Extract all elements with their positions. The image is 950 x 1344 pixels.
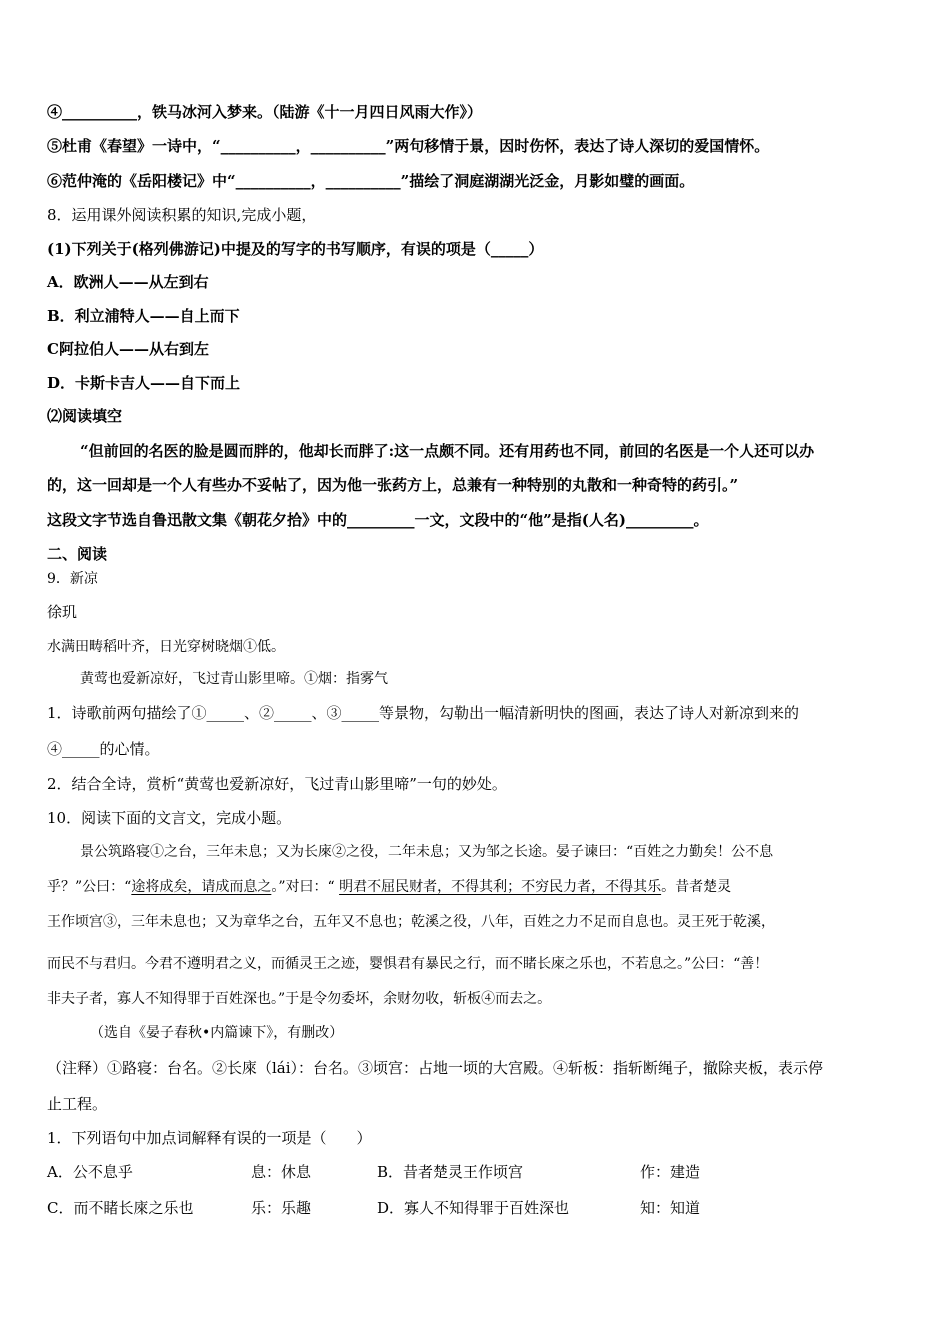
option-a: A．欧洲人——从左到右 — [47, 273, 209, 291]
question-10-heading: 10．阅读下面的文言文，完成小题。 — [47, 809, 292, 827]
question-10-1-stem: 1．下列语句中加点词解释有误的一项是（ ） — [47, 1129, 372, 1147]
text-segment: 。昔者楚灵 — [661, 879, 732, 895]
passage-line-1: “但前回的名医的脸是圆而胖的，他却长而胖了:这一点颇不同。还有用药也不同，前回的名医是一个人还可以办 — [80, 442, 815, 460]
underlined-quote-2: 明君不屈民财者，不得其利；不穷民力者，不得其乐 — [339, 879, 662, 895]
text-segment: 。”对曰：“ — [271, 879, 340, 895]
poem-question-2: 2．结合全诗，赏析“黄莺也爱新凉好，飞过青山影里啼”一句的妙处。 — [47, 775, 507, 793]
question-8-heading: 8．运用课外阅读积累的知识,完成小题， — [47, 206, 317, 224]
blank-line-6: ⑥范仲淹的《岳阳楼记》中“__________，__________”描绘了洞庭湖湖光泛金，月影如璧的画面。 — [47, 172, 695, 190]
choice-a-note: 息：休息 — [251, 1163, 312, 1181]
annotation-line-2: 止工程。 — [47, 1095, 108, 1113]
fill-in-question: 这段文字节选自鲁迅散文集《朝花夕拾》中的_________一文，文段中的“他”是指(人名)_________。 — [47, 511, 709, 529]
annotation-line-1: （注释）①路寝：台名。②长庲（lái）：台名。③顷宫：占地一顷的大宫殿。④斩板：指斩断绳子，撤除夹板，表示停 — [47, 1059, 824, 1077]
choice-d-note: 知：知道 — [640, 1199, 701, 1217]
option-b: B．利立浦特人——自上而下 — [47, 307, 240, 325]
blank-line-4: ④__________，铁马冰河入梦来。（陆游《十一月四日风雨大作》） — [47, 103, 483, 121]
passage-line-2: 的，这一回却是一个人有些办不妥帖了，因为他一张药方上，总兼有一种特别的丸散和一种奇特的药引。” — [47, 476, 739, 494]
poem-author: 徐玑 — [47, 603, 78, 621]
classical-text-line-5: 非夫子者，寡人不知得罪于百姓深也。”于是令勿委坏，余财勿收，斩板④而去之。 — [47, 991, 552, 1007]
source-note: （选自《晏子春秋•内篇谏下》，有删改） — [90, 1025, 344, 1041]
choice-a-text: A．公不息乎 — [47, 1163, 133, 1181]
choice-c-text: C．而不睹长庲之乐也 — [47, 1199, 194, 1217]
question-8-2-heading: ⑵阅读填空 — [47, 407, 123, 425]
choice-b-text: B．昔者楚灵王作顷宫 — [377, 1163, 524, 1181]
blank-line-5: ⑤杜甫《春望》一诗中，“__________，__________”两句移情于景，因时伤怀，表达了诗人深切的爱国情怀。 — [47, 137, 770, 155]
choice-d-text: D．寡人不知得罪于百姓深也 — [377, 1199, 570, 1217]
underlined-quote-1: 途将成矣，请成而息之 — [131, 879, 272, 895]
classical-text-line-3: 王作顷宫③，三年未息也；又为章华之台，五年又不息也；乾溪之役，八年，百姓之力不足而自息也。灵王死于乾溪， — [47, 914, 775, 930]
option-c: C阿拉伯人——从右到左 — [47, 340, 209, 358]
text-segment: 乎？”公曰：“ — [47, 879, 132, 895]
poem-line-1: 水满田畴稻叶齐，日光穿树晓烟①低。 — [47, 639, 285, 655]
classical-text-line-1: 景公筑路寝①之台，三年未息；又为长庲②之役，二年未息；又为邹之长途。晏子谏曰：“百姓之力勤矣！公不息 — [80, 844, 774, 860]
choice-b-note: 作：建造 — [640, 1163, 701, 1181]
classical-text-line-2 — [47, 877, 910, 897]
poem-question-1-cont: ④_____的心情。 — [47, 740, 160, 758]
option-d: D．卡斯卡吉人——自下而上 — [47, 374, 241, 392]
poem-title: 9．新凉 — [47, 571, 98, 587]
poem-line-2: 黄莺也爱新凉好，飞过青山影里啼。①烟：指雾气 — [80, 671, 388, 687]
section-heading-reading: 二、阅读 — [47, 545, 108, 563]
poem-question-1: 1．诗歌前两句描绘了①_____、②_____、③_____等景物，勾勒出一幅清新明快的图画，表达了诗人对新凉到来的 — [47, 704, 800, 722]
choice-c-note: 乐：乐趣 — [251, 1199, 312, 1217]
classical-text-line-4: 而民不与君归。今君不遵明君之义，而循灵王之迹，婴惧君有暴民之行，而不睹长庲之乐也，不若息之。”公曰：“善！ — [47, 956, 769, 972]
question-8-1-stem: (1)下列关于(格列佛游记)中提及的写字的书写顺序，有误的项是（_____） — [47, 240, 544, 258]
